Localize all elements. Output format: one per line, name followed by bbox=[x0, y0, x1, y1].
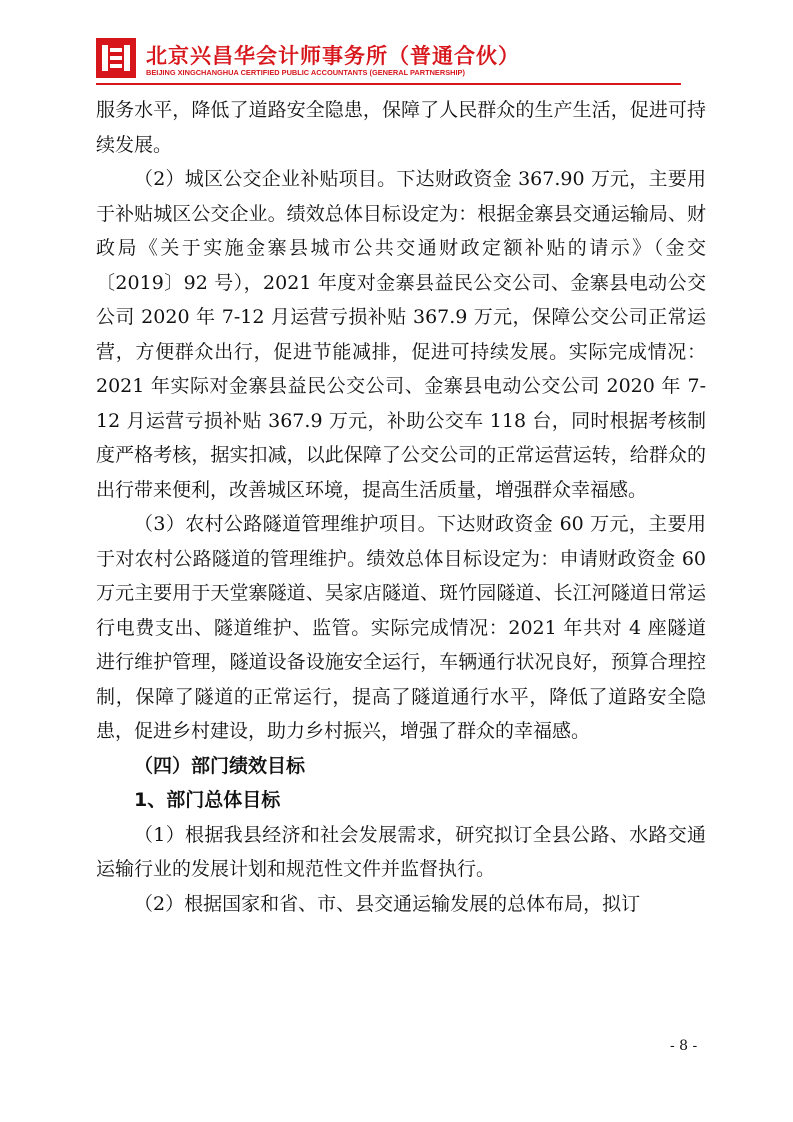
paragraph-tunnel-maintenance: （3）农村公路隧道管理维护项目。下达财政资金 60 万元，主要用于对农村公路隧道的管理维护。绩效总体目标设定为：申请财政资金 60 万元主要用于天堂寨隧道、吴家店隧道、斑竹园隧道、长江河隧道日常运行电费支出、隧道维护、监管。实际完成情况：2021 年共对 4 座隧道进行维护管理，隧道设备设施安全运行，车辆通行状况良好，预算合理控制，保障了隧道的正常运行，提高了隧道通行水平，降低了道路安全隐患，促进乡村建设，助力乡村振兴，增强了群众的幸福感。 bbox=[96, 513, 706, 742]
section-heading: （四）部门绩效目标 bbox=[134, 754, 306, 777]
firm-name-cn: 北京兴昌华会计师事务所（普通合伙） bbox=[146, 44, 520, 68]
subsection-heading: 1、部门总体目标 bbox=[134, 789, 281, 811]
paragraph-bus-subsidy: （2）城区公交企业补贴项目。下达财政资金 367.90 万元，主要用于补贴城区公交企业。绩效总体目标设定为：根据金寨县交通运输局、财政局《关于实施金寨县城市公共交通财政定额补贴的请示》（金交〔2019〕92 号），2021 年度对金寨县益民公交公司、金寨县电动公交公司 2020 年 7-12 月运营亏损补贴 367.9 万元，保障公交公司正常运营，方便群众出行，促进节能减排，促进可持续发展。实际完成情况：2021 年实际对金寨县益民公交公司、金寨县电动公交公司 2020 年 7-12 月运营亏损补贴 367.9 万元，补助公交车 118 台，同时根据考核制度严格考核，据实扣减，以此保障了公交公司的正常运营运转，给群众的出行带来便利，改善城区环境，提高生活质量，增强群众幸福感。 bbox=[96, 168, 706, 501]
document-body bbox=[96, 93, 706, 921]
header-divider bbox=[96, 83, 681, 85]
paragraph-goal-1: （1）根据我县经济和社会发展需求，研究拟订全县公路、水路交通运输行业的发展计划和规范性文件并监督执行。 bbox=[96, 823, 706, 880]
firm-logo-icon bbox=[96, 38, 136, 78]
letterhead bbox=[96, 38, 696, 88]
paragraph-continuation: 服务水平，降低了道路安全隐患，保障了人民群众的生产生活，促进可持续发展。 bbox=[96, 99, 706, 156]
page-number: - 8 - bbox=[670, 1038, 698, 1054]
firm-name-en: BEIJING XINGCHANGHUA CERTIFIED PUBLIC ACCOUNTANTS (GENERAL PARTNERSHIP) bbox=[146, 68, 465, 77]
paragraph-goal-2: （2）根据国家和省、市、县交通运输发展的总体布局，拟订 bbox=[134, 892, 641, 915]
